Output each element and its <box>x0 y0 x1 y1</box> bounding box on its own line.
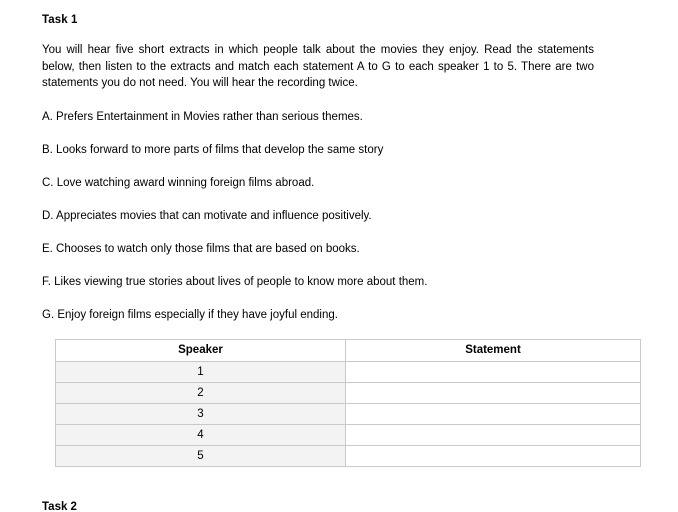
speaker-number: 1 <box>56 361 346 382</box>
statement-answer-input[interactable] <box>346 403 641 424</box>
instructions-paragraph: You will hear five short extracts in which people talk about the movies they enjoy. Read the statements below, then listen to the extracts and match each statement A to G to each speaker 1 to 5. There are two statements you do not need. You will hear the recording twice. <box>42 44 594 89</box>
next-task-title: Task 2 <box>42 501 77 512</box>
statement-e: E. Chooses to watch only those films that are based on books. <box>42 242 360 255</box>
table-row <box>56 361 641 382</box>
table-header-row <box>56 339 641 361</box>
page-title: Task 1 <box>42 14 78 26</box>
column-header-speaker: Speaker <box>56 339 346 361</box>
column-header-statement: Statement <box>346 339 641 361</box>
table-row <box>56 445 641 466</box>
table-row <box>56 424 641 445</box>
statement-d: D. Appreciates movies that can motivate and influence positively. <box>42 209 372 222</box>
speaker-number: 4 <box>56 424 346 445</box>
statement-a: A. Prefers Entertainment in Movies rather than serious themes. <box>42 110 363 123</box>
statement-f: F. Likes viewing true stories about lives of people to know more about them. <box>42 275 428 288</box>
statement-b: B. Looks forward to more parts of films that develop the same story <box>42 143 384 156</box>
table-row <box>56 403 641 424</box>
table-row <box>56 382 641 403</box>
statement-answer-input[interactable] <box>346 445 641 466</box>
statement-c: C. Love watching award winning foreign films abroad. <box>42 176 315 189</box>
statement-answer-input[interactable] <box>346 424 641 445</box>
statement-g: G. Enjoy foreign films especially if they have joyful ending. <box>42 308 338 321</box>
speaker-number: 5 <box>56 445 346 466</box>
answer-table <box>55 339 641 467</box>
statement-answer-input[interactable] <box>346 382 641 403</box>
speaker-number: 3 <box>56 403 346 424</box>
speaker-number: 2 <box>56 382 346 403</box>
statement-answer-input[interactable] <box>346 361 641 382</box>
